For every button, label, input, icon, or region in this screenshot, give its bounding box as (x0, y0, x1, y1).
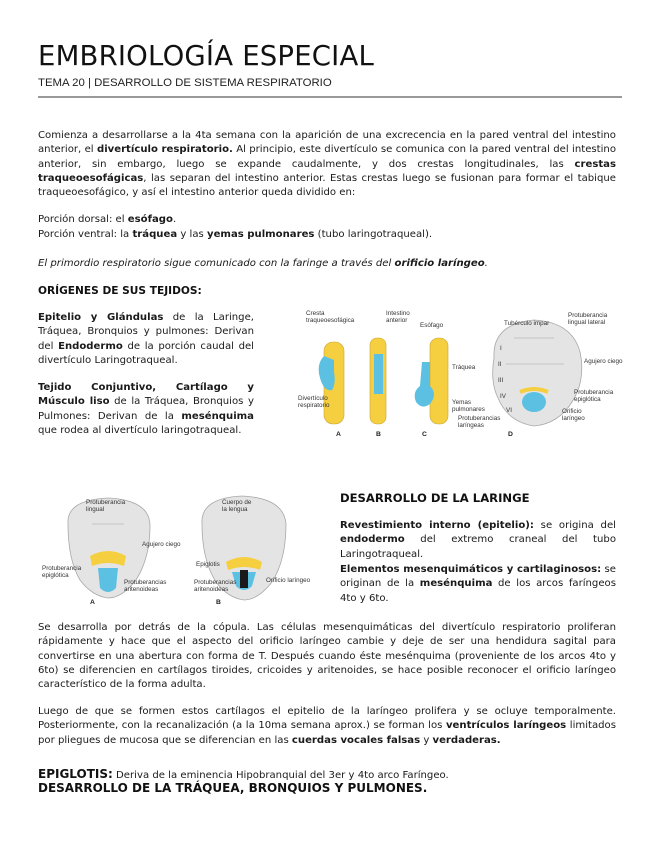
fig1-roman-6: VI (506, 407, 512, 414)
fig1-label-pulmonares: pulmonares (452, 406, 485, 413)
page-subtitle: TEMA 20 | DESARROLLO DE SISTEMA RESPIRATORIO (38, 77, 332, 89)
fig1-stage-a: A (336, 431, 341, 438)
fig2-stage-b: B (216, 599, 221, 606)
stage-b-diagram (370, 338, 386, 424)
fig1-label-respiratorio: respiratorio (298, 402, 330, 409)
epitelio-paragraph: Epitelio y Glándulas de la Laringe, Tráquea, Bronquios y pulmones: Derivan del Endodermo de la porción caudal del divertículo Laringotraqueal. (38, 312, 254, 366)
fig1-label-esofago: Esófago (420, 322, 444, 329)
fig1-label-protub-epi: Protuberancia (574, 389, 614, 396)
fig1-label-epiglotica: epiglótica (574, 396, 601, 403)
fig1-label-laringeo: laríngeo (562, 415, 585, 422)
fig1-stage-c: C (422, 431, 427, 438)
porcion-dorsal: Porción dorsal: el esófago. (38, 214, 177, 225)
fig1-label-agujero: Agujero ciego (584, 358, 623, 365)
fig1-stage-d: D (508, 431, 513, 438)
fig1-label-cresta: Cresta (306, 310, 325, 317)
fig1-label-anterior: anterior (386, 317, 408, 324)
fig2-label-cuerpo: Cuerpo de (222, 499, 252, 506)
fig1-label-protub-ar: Protuberancias (458, 415, 501, 422)
fig2-label-aritenoideas2: aritenoideas (194, 586, 229, 593)
fig2-label-aritenoideas: aritenoideas (124, 586, 159, 593)
conjuntivo-paragraph: Tejido Conjuntivo, Cartílago y Músculo liso de la Tráquea, Bronquios y Pulmones: Derivan de la mesénquima que rodea al divertículo laringotraqueal. (38, 382, 254, 436)
fig1-roman-1: I (500, 345, 502, 352)
fig1-label-yemas: Yemas (452, 399, 472, 406)
page-title: EMBRIOLOGÍA ESPECIAL (38, 40, 375, 72)
fig2-label-lingual: lingual (86, 506, 105, 513)
epiglotis-text: Deriva de la eminencia Hipobranquial del 3er y 4to arco Faríngeo. (112, 770, 449, 781)
embryo-figure (262, 298, 638, 440)
fig2-label-lengua: la lengua (222, 506, 248, 513)
epiglotis-heading: EPIGLOTIS: (38, 767, 113, 781)
fig1-roman-2: II (498, 361, 502, 368)
fig2-label-protub-ar2: Protuberancias (194, 579, 237, 586)
orificio-note: El primordio respiratorio sigue comunicado con la faringe a través del orificio laríngeo. (38, 258, 488, 269)
porcion-ventral: Porción ventral: la tráquea y las yemas pulmonares (tubo laringotraqueal). (38, 229, 433, 240)
epiglotis-line (38, 763, 449, 782)
recanalizacion-paragraph: Luego de que se formen estos cartílagos el epitelio de la laríngeo prolifera y se ocluye temporalmente. Posteriormente, con la recanalización (a la 10ma semana aprox.) se forman los ventrículos laríngeos limitados por pliegues de mucosa que se diferencian en las cuerdas vocales falsas y verdaderas. (38, 706, 616, 746)
fig2-label-epiglotica: epiglótica (42, 572, 69, 579)
fig1-label-intestino: Intestino (386, 310, 410, 317)
fig2-stage-a: A (90, 599, 95, 606)
header-divider (38, 96, 622, 98)
fig1-label-tuberculo: Tubérculo impar (504, 320, 550, 327)
fig1-label-laringeas: laríngeas (458, 422, 484, 429)
fig1-label-orificio: Orificio (562, 408, 582, 415)
fig1-roman-3: III (498, 377, 504, 384)
fig2-label-epiglotis: Epiglotis (196, 561, 220, 568)
fig2-label-orificio: Orificio laríngeo (266, 577, 311, 584)
fig2-label-agujero: Agujero ciego (142, 541, 181, 548)
fig1-label-traquea: Tráquea (452, 364, 476, 371)
traquea-heading: DESARROLLO DE LA TRÁQUEA, BRONQUIOS Y PULMONES. (38, 781, 428, 795)
fig2-label-protub-ar: Protuberancias (124, 579, 167, 586)
fig1-label-diverticulo: Divertículo (298, 395, 328, 402)
stage-c-diagram (415, 338, 448, 424)
fig1-label-protub: Protuberancia (568, 312, 608, 319)
fig1-roman-4: IV (500, 393, 506, 400)
laringe-elementos: Elementos mesenquimáticos y cartilaginosos: se originan de la mesénquima de los arcos faríngeos 4to y 6to. (340, 564, 617, 604)
fig1-label-cresta2: traqueoesofágica (306, 317, 355, 324)
cupula-paragraph: Se desarrolla por detrás de la cópula. Las células mesenquimáticas del divertículo respiratorio proliferan rápidamente y hace que el aspecto del orificio laríngeo cambie y deje de ser una hendidura sagital para convertirse en una abertura con forma de T. Después cuando éste mesénquima (proveniente de los arcos 4to y 6to) se diferencien en cartílagos tiroides, cricoides y aritenoides, se hace posible reconocer el orificio laríngeo característico de la forma adulta. (38, 622, 616, 691)
laringe-heading: DESARROLLO DE LA LARINGE (340, 491, 530, 505)
laringe-epitelio: Revestimiento interno (epitelio): se origina del endodermo del extremo craneal del tubo Laringotraqueal. (340, 520, 616, 560)
fig1-stage-b: B (376, 431, 381, 438)
origenes-heading: ORÍGENES DE SUS TEJIDOS: (38, 285, 202, 297)
laryngeal-figure (40, 488, 312, 606)
fig1-label-lingual: lingual lateral (568, 319, 606, 326)
intro-paragraph: Comienza a desarrollarse a la 4ta semana con la aparición de una excrecencia en la pared ventral del intestino anterior, el divertículo respiratorio. Al principio, este divertículo se comunica con la pared ventral del intestino anterior, sin embargo, luego se expande caudalmente, y dos crestas longitudinales, las crestas traqueoesofágicas, las separan del intestino anterior. Estas crestas luego se fusionan para formar el tabique traqueoesofágico, y así el intestino anterior queda dividido en: (38, 130, 617, 199)
fig2-label-protub: Protuberancia (86, 499, 126, 506)
stage-a-diagram (319, 342, 344, 424)
fig2-label-protub-epi: Protuberancia (42, 565, 82, 572)
